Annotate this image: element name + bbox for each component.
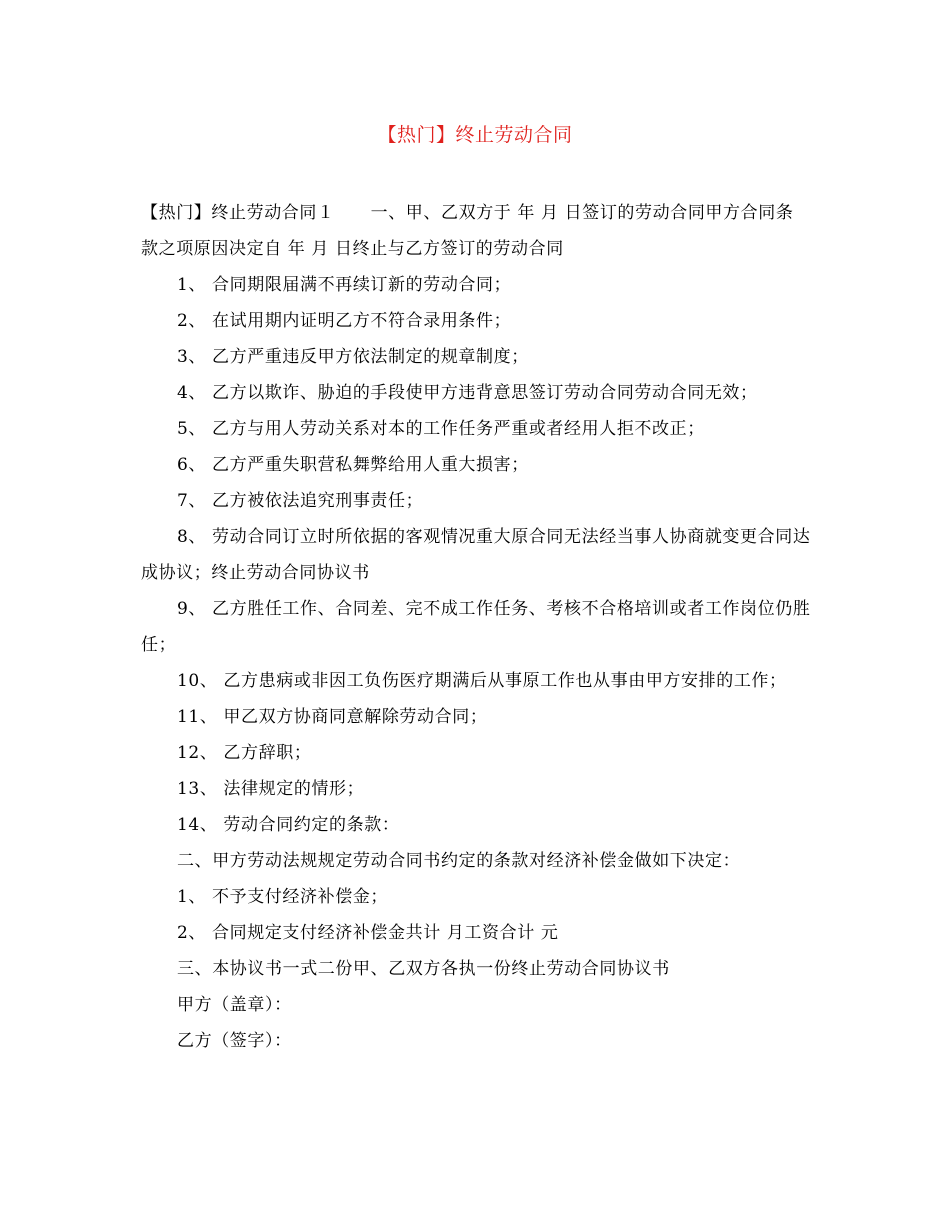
- party-b-signature-line: 乙方（签字）：: [177, 1031, 292, 1051]
- party-a-signature-line: 甲方（盖章）：: [177, 995, 292, 1015]
- list-item: 10、 乙方患病或非因工负伤医疗期满后从事原工作也从事由甲方安排的工作；: [177, 671, 787, 691]
- section-two-heading: 二、甲方劳动法规规定劳动合同书约定的条款对经济补偿金做如下决定：: [177, 851, 741, 871]
- list-item: 11、 甲乙双方协商同意解除劳动合同；: [177, 707, 488, 727]
- document-title: 【热门】终止劳动合同: [377, 124, 573, 146]
- list-item: 5、 乙方与用人劳动关系对本的工作任务严重或者经用人拒不改正；: [177, 419, 705, 439]
- section-three: 三、本协议书一式二份甲、乙双方各执一份终止劳动合同协议书: [177, 959, 670, 979]
- document-body: [141, 195, 811, 1059]
- list-item: 13、 法律规定的情形；: [177, 779, 365, 799]
- section-two-item: 2、 合同规定支付经济补偿金共计 月工资合计 元: [177, 923, 559, 943]
- list-item: 2、 在试用期内证明乙方不符合录用条件；: [177, 311, 512, 331]
- intro-heading: 【热门】终止劳动合同１: [141, 203, 335, 223]
- intro-paragraph: [141, 195, 811, 267]
- list-item: 3、 乙方严重违反甲方依法制定的规章制度；: [177, 347, 529, 367]
- list-item: 1、 合同期限届满不再续订新的劳动合同；: [177, 275, 512, 295]
- list-item: 9、 乙方胜任工作、合同差、完不成工作任务、考核不合格培训或者工作岗位仍胜任；: [141, 599, 811, 655]
- list-item: 12、 乙方辞职；: [177, 743, 312, 763]
- intro-text: 一、甲、乙双方于 年 月 日签订的劳动合同甲方合同条款之项原因决定自 年 月 日终止与乙方签订的劳动合同: [141, 203, 794, 259]
- list-item: 8、 劳动合同订立时所依据的客观情况重大原合同无法经当事人协商就变更合同达成协议；终止劳动合同协议书: [141, 527, 811, 583]
- list-item: 14、 劳动合同约定的条款：: [177, 815, 400, 835]
- list-item: 4、 乙方以欺诈、胁迫的手段使甲方违背意思签订劳动合同劳动合同无效；: [177, 383, 758, 403]
- list-item: 6、 乙方严重失职营私舞弊给用人重大损害；: [177, 455, 529, 475]
- section-two-item: 1、 不予支付经济补偿金；: [177, 887, 389, 907]
- list-item: 7、 乙方被依法追究刑事责任；: [177, 491, 424, 511]
